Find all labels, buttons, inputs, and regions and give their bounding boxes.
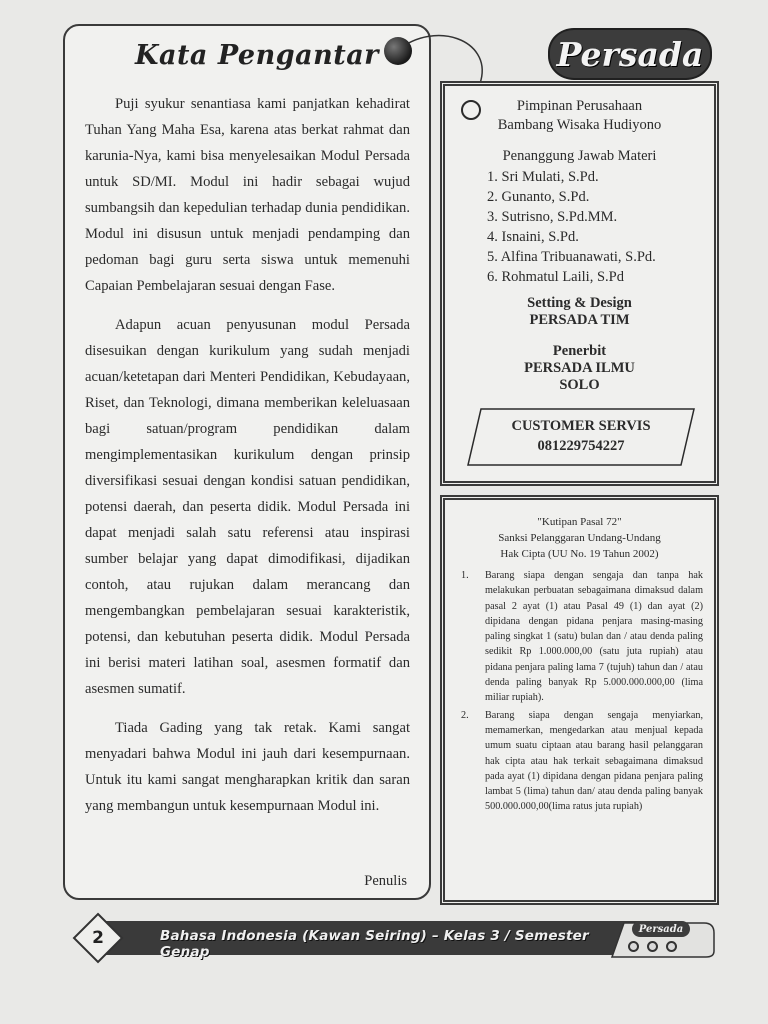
credits-content — [445, 86, 714, 394]
page-number: 2 — [92, 928, 104, 948]
member-item: 1. Sri Mulati, S.Pd. — [487, 169, 599, 185]
preface-body — [85, 91, 410, 832]
law-heading-1: Sanksi Pelanggaran Undang-Undang — [498, 532, 661, 544]
leader-title: Pimpinan Perusahaan — [516, 98, 643, 114]
publisher-name: PERSADA ILMU — [524, 360, 635, 376]
leader-name: Bambang Wisaka Hudiyono — [497, 117, 662, 133]
material-title: Penanggung Jawab Materi — [502, 148, 657, 164]
member-list — [487, 167, 714, 287]
ball-icon — [384, 37, 412, 65]
law-item-number: 2. — [461, 709, 469, 721]
design-team: PERSADA TIM — [529, 312, 630, 328]
customer-service-text — [467, 416, 695, 456]
preface-paragraph: Puji syukur senantiasa kami panjatkan kehadirat Tuhan Yang Maha Esa, karena atas berkat rahmat dan karunia-Nya, kami bisa menyelesaikan Modul Persada untuk SD/MI. Modul ini hadir sebagai wujud sumbangsih dan kepedulian terhadap dunia pendidikan. Modul ini disusun untuk menjadi pendamping dan pedoman bagi guru serta siswa untuk memenuhi Capaian Pembelajaran sesuai dengan Fase. — [85, 96, 410, 294]
footer-title: Bahasa Indonesia (Kawan Seiring) – Kelas 3 / Semester Genap — [160, 928, 589, 960]
law-heading — [445, 514, 714, 562]
law-item-number: 1. — [461, 570, 469, 581]
law-item-text: Barang siapa dengan sengaja menyiarkan, memamerkan, mengedarkan atau menjual kepada umum suatu ciptaan atau barang hasil pelanggaran hak cipta atau hak terkait sebagaimana dimaksud pada ayat (1) dipidana dengan pidana penjara paling lambat 5 (lima) tahun dan/ atau denda paling banyak 500.000.000,00(lima ratus juta rupiah) — [485, 709, 703, 813]
preface-box — [63, 24, 431, 900]
dot-icon — [628, 941, 639, 952]
publisher-title: Penerbit — [552, 343, 607, 359]
law-quote: "Kutipan Pasal 72" — [537, 516, 622, 528]
member-item: 3. Sutrisno, S.Pd.MM. — [487, 209, 618, 225]
design-title: Setting & Design — [527, 295, 632, 311]
publisher-city: SOLO — [559, 377, 600, 393]
member-item: 5. Alfina Tribuanawati, S.Pd. — [487, 249, 656, 265]
cs-title: CUSTOMER SERVIS — [511, 418, 651, 434]
law-heading-2: Hak Cipta (UU No. 19 Tahun 2002) — [500, 548, 659, 560]
law-item-text: Barang siapa dengan sengaja dan tanpa hak melakukan perbuatan sebagaimana dimaksud dalam pasal 2 ayat (1) atau Pasal 49 (1) dan ayat (2) dipidana dengan pidana penjara masing-masing paling singkat 1 (satu) bulan dan / atau denda paling sedikit Rp 1.000.000,00 (satu juta rupiah) atau pidana penjara paling lama 7 (tujuh) tahun dan / atau denda paling banyak Rp 5.000.000.000,00 (lima miliar rupiah). — [485, 570, 703, 704]
law-item — [461, 708, 703, 815]
footer-dots — [628, 941, 677, 952]
dot-icon — [647, 941, 658, 952]
member-item: 4. Isnaini, S.Pd. — [487, 229, 579, 245]
preface-title: Kata Pengantar — [135, 40, 379, 71]
customer-service-box — [467, 408, 695, 466]
law-list — [461, 568, 703, 817]
copyright-law-box — [440, 495, 719, 905]
preface-paragraph: Adapun acuan penyusunan modul Persada disesuikan dengan kurikulum yang sudah menjadi acuan/ketetapan dari Menteri Pendidikan, Kebudayaan, Riset, dan Teknologi, dimana memberikan keleluasaan bagi satuan/program pendidikan dalam mengimplementasikan kurikulum dengan prinsip diversifikasi sesuai dengan kondisi satuan pendidikan, potensi daerah, dan peserta didik. Modul Persada ini dapat menjadi salah satu referensi atau inspirasi sumber belajar yang dapat dimodifikasi, dijadikan contoh, atau rujukan dalam merancang dan mengembangkan pembelajaran sesuai karakteristik, potensi, dan kebutuhan peserta didik. Modul Persada ini berisi materi latihan soal, asesmen formatif dan asesmen sumatif. — [85, 317, 410, 697]
footer-logo: Persada — [632, 921, 690, 937]
cs-phone: 081229754227 — [537, 438, 625, 454]
logo-text: Persada — [548, 28, 712, 80]
preface-paragraph: Tiada Gading yang tak retak. Kami sangat menyadari bahwa Modul ini jauh dari kesempurnaan. Untuk itu kami sangat mengharapkan kritik dan saran yang membangun untuk kesempurnaan Modul ini. — [85, 720, 410, 814]
credits-box — [440, 81, 719, 486]
member-item: 6. Rohmatul Laili, S.Pd — [487, 269, 624, 285]
member-item: 2. Gunanto, S.Pd. — [487, 189, 590, 205]
dot-icon — [666, 941, 677, 952]
signature: Penulis — [364, 873, 407, 889]
law-item — [461, 568, 703, 706]
persada-logo — [548, 28, 712, 80]
